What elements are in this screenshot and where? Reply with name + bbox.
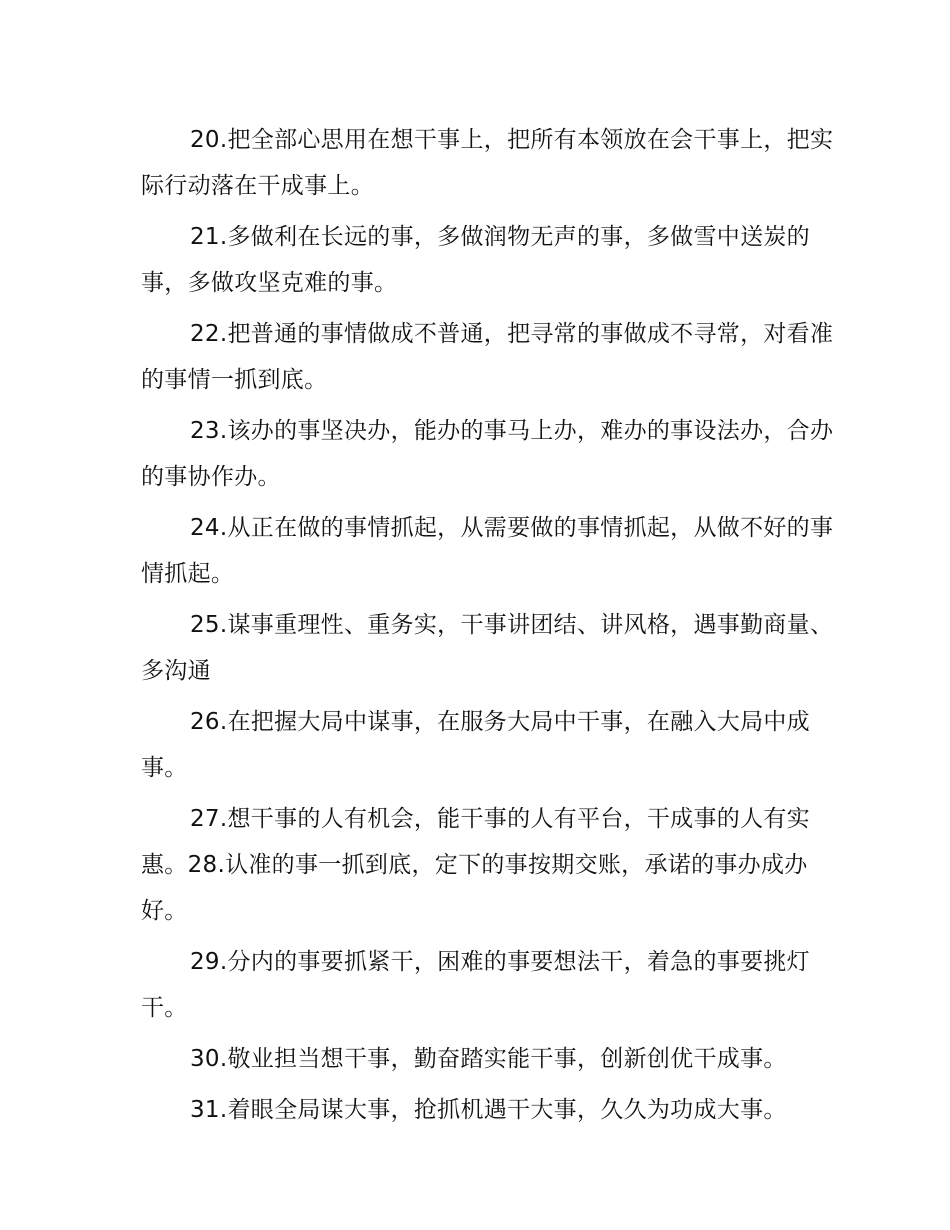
paragraph-26: 26.在把握大局中谋事，在服务大局中干事，在融入大局中成事。 [141, 709, 810, 781]
paragraph-20: 20.把全部心思用在想干事上，把所有本领放在会干事上，把实际行动落在干成事上。 [141, 127, 834, 199]
paragraph-23: 23.该办的事坚决办，能办的事马上办，难办的事设法办，合办的事协作办。 [141, 418, 834, 490]
paragraph-29: 29.分内的事要抓紧干，困难的事要想法干，着急的事要挑灯干。 [141, 949, 810, 1021]
paragraph-24: 24.从正在做的事情抓起，从需要做的事情抓起，从做不好的事情抓起。 [141, 515, 834, 587]
paragraph-27-28: 27.想干事的人有机会，能干事的人有平台，干成事的人有实惠。28.认准的事一抓到底，定下的事按期交账，承诺的事办成办好。 [141, 806, 810, 924]
document-page [141, 117, 841, 1138]
paragraph-30: 30.敬业担当想干事，勤奋踏实能干事，创新创优干成事。 [190, 1046, 787, 1072]
paragraph-31: 31.着眼全局谋大事，抢抓机遇干大事，久久为功成大事。 [190, 1097, 787, 1123]
paragraph-21: 21.多做利在长远的事，多做润物无声的事，多做雪中送炭的事，多做攻坚克难的事。 [141, 224, 810, 296]
paragraph-22: 22.把普通的事情做成不普通，把寻常的事做成不寻常，对看准的事情一抓到底。 [141, 321, 834, 393]
paragraph-25: 25.谋事重理性、重务实，干事讲团结、讲风格，遇事勤商量、多沟通 [141, 612, 834, 684]
